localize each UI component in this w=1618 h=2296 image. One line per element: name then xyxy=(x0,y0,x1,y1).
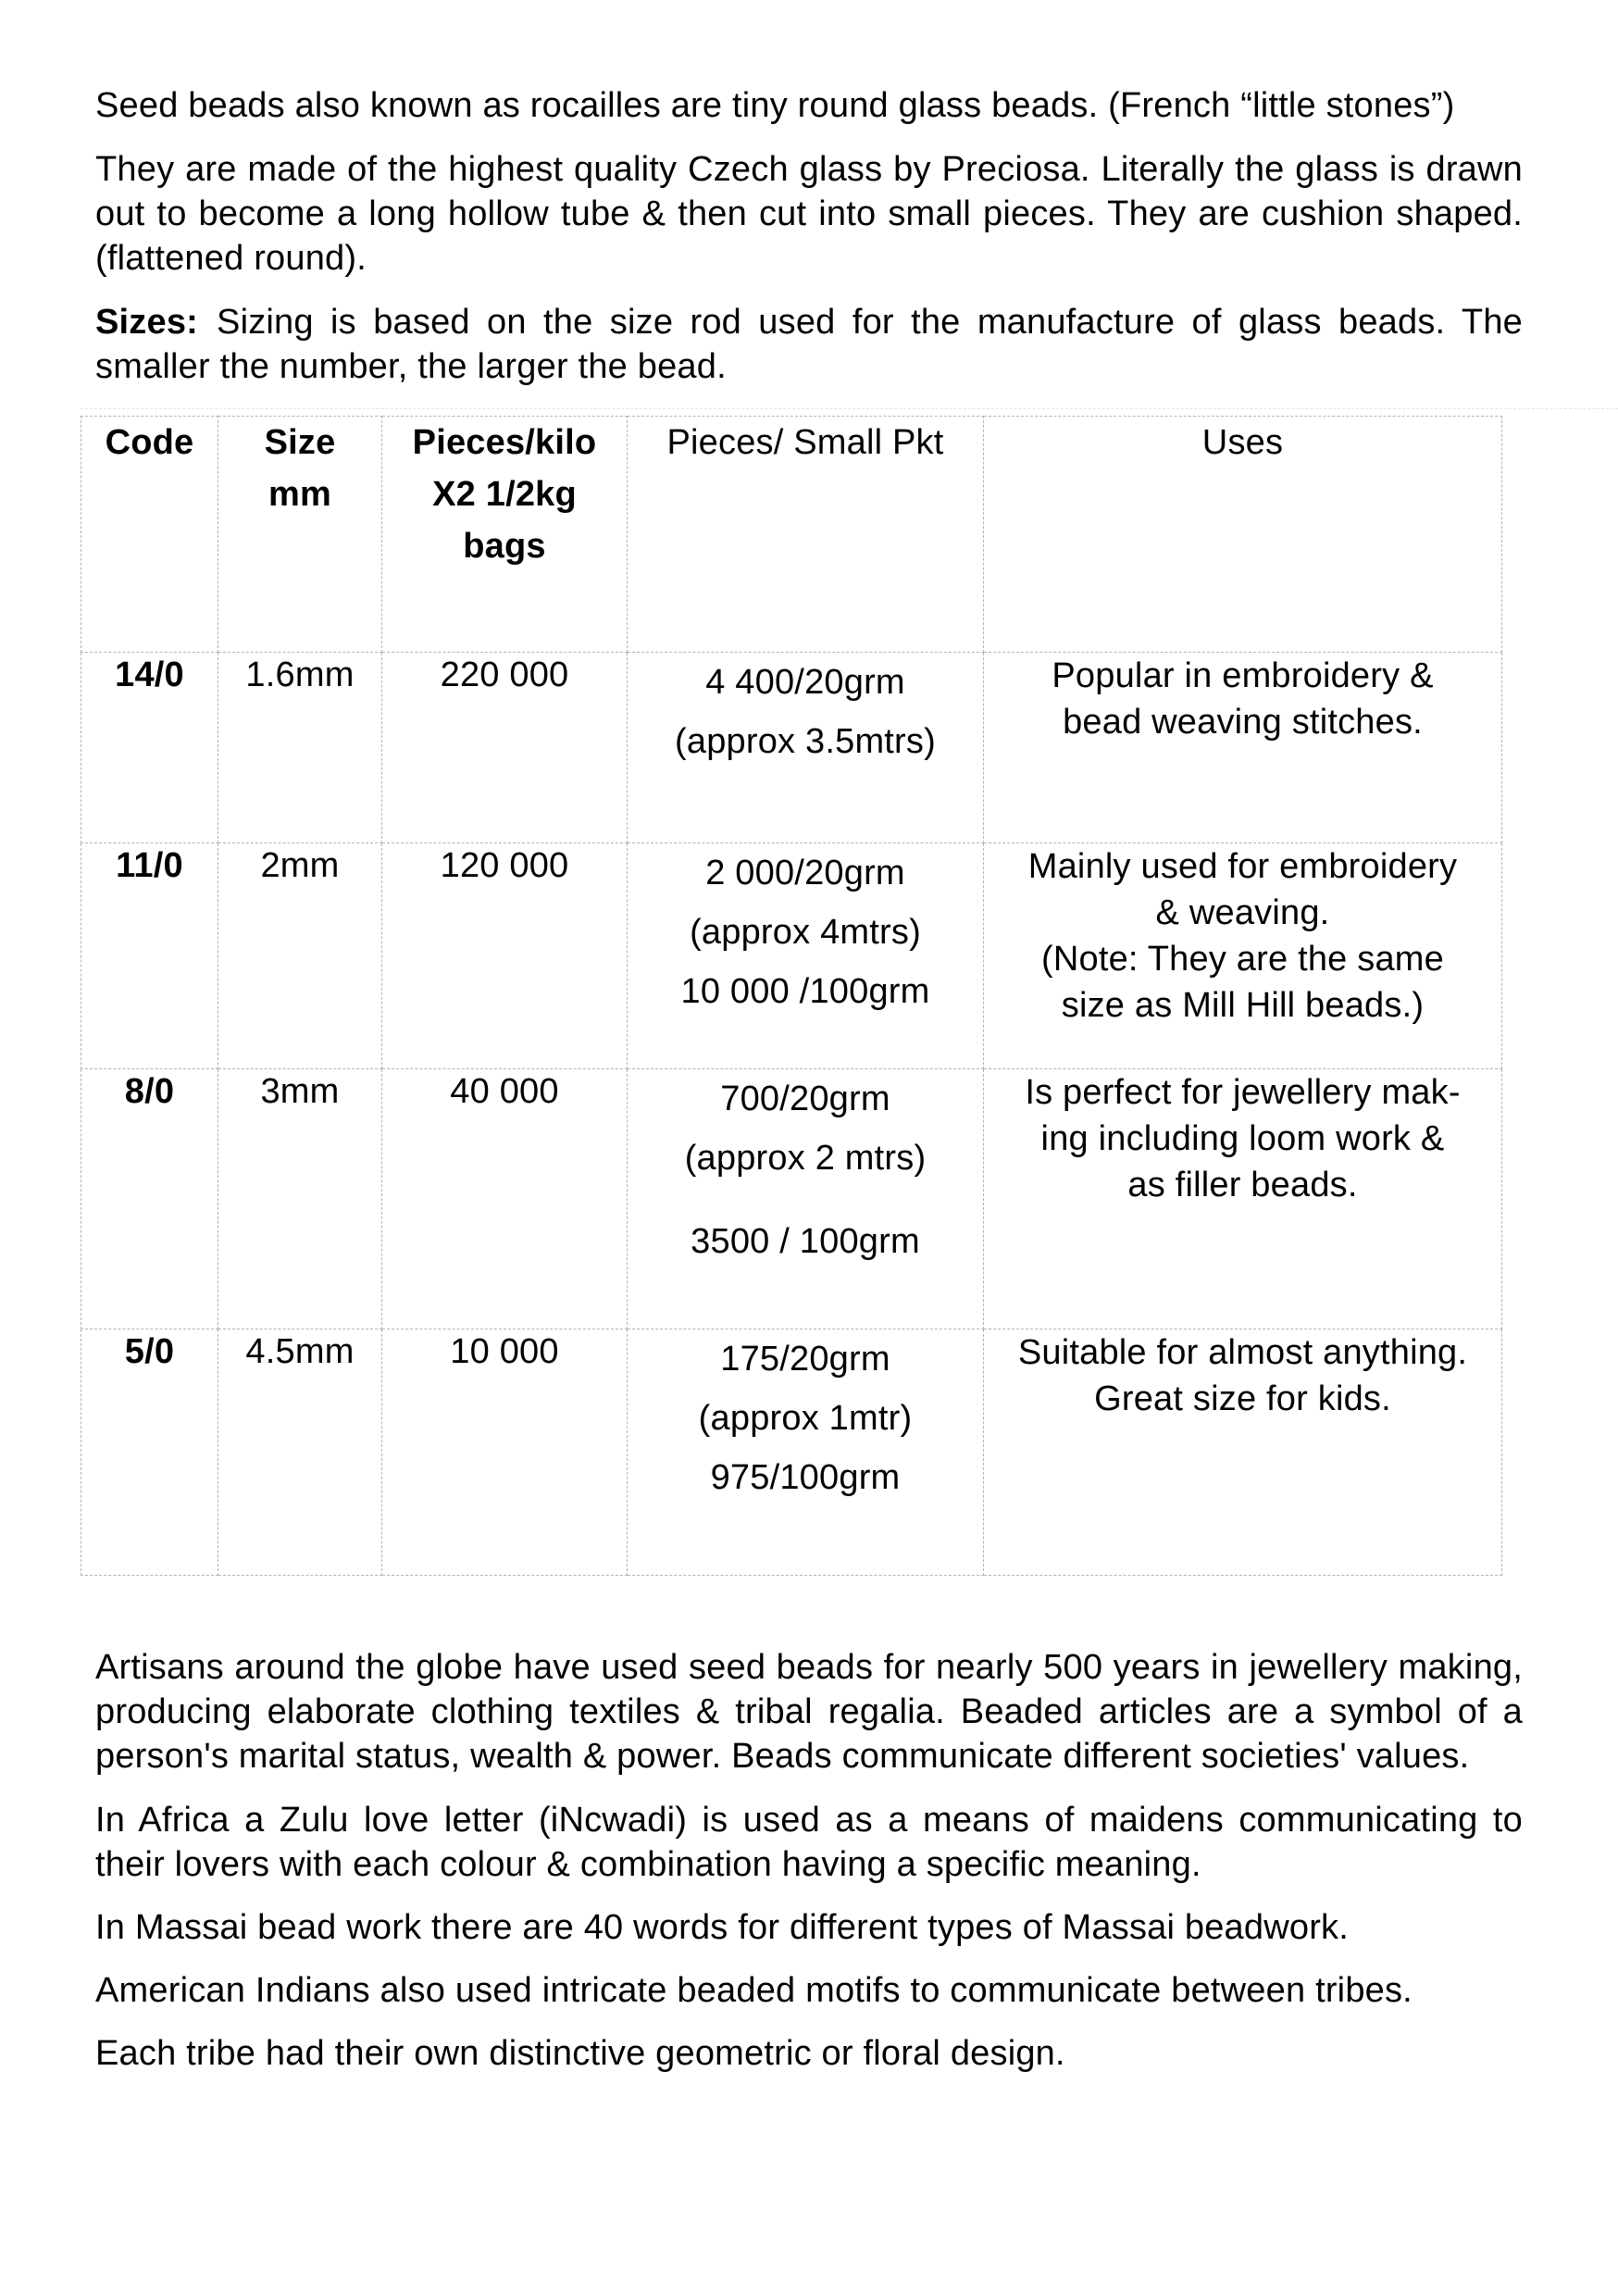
cell-uses: Suitable for almost anything. Great size for kids. xyxy=(984,1329,1502,1576)
bead-size-table xyxy=(81,416,1502,1576)
cell-code: 11/0 xyxy=(81,843,218,1069)
cell-pieces-small-pkt: 700/20grm (approx 2 mtrs) 3500 / 100grm xyxy=(628,1069,984,1329)
table-row xyxy=(81,1069,1502,1329)
table-row xyxy=(81,1329,1502,1576)
cell-pieces-kilo: 220 000 xyxy=(382,653,628,843)
frame-border-line xyxy=(81,408,1618,409)
cell-code: 5/0 xyxy=(81,1329,218,1576)
cell-code: 14/0 xyxy=(81,653,218,843)
table-row xyxy=(81,653,1502,843)
cell-pieces-kilo: 40 000 xyxy=(382,1069,628,1329)
cell-size: 4.5mm xyxy=(218,1329,382,1576)
cell-size: 3mm xyxy=(218,1069,382,1329)
cell-pieces-kilo: 10 000 xyxy=(382,1329,628,1576)
intro-paragraph-sizes xyxy=(95,300,1523,389)
bead-size-table-wrap xyxy=(81,416,1523,1576)
cell-pieces-kilo: 120 000 xyxy=(382,843,628,1069)
outro-paragraph-american-indians: American Indians also used intricate beaded motifs to communicate between tribes. xyxy=(95,1971,1413,2010)
cell-size: 2mm xyxy=(218,843,382,1069)
cell-pieces-small-pkt: 2 000/20grm (approx 4mtrs) 10 000 /100grm xyxy=(628,843,984,1069)
cell-pieces-small-pkt: 175/20grm (approx 1mtr) 975/100grm xyxy=(628,1329,984,1576)
header-code: Code xyxy=(81,417,218,653)
cell-uses: Is perfect for jewellery mak- ing including loom work & as filler beads. xyxy=(984,1069,1502,1329)
table-header-row xyxy=(81,417,1502,653)
header-pieces-kilo: Pieces/kilo X2 1/2kg bags xyxy=(382,417,628,653)
intro-paragraph-1: Seed beads also known as rocailles are tiny round glass beads. (French “little stones”) xyxy=(95,86,1455,125)
outro-paragraph-artisans: Artisans around the globe have used seed beads for nearly 500 years in jewellery making, producing elaborate clothing textiles & tribal regalia. Beaded articles are a symbol of a person's marital status, wealth & power. Beads communicate different societies' values. xyxy=(95,1648,1523,1776)
header-pieces-small-pkt: Pieces/ Small Pkt xyxy=(628,417,984,653)
cell-uses: Popular in embroidery & bead weaving stitches. xyxy=(984,653,1502,843)
outro-paragraph-zulu: In Africa a Zulu love letter (iNcwadi) is used as a means of maidens communicating to their lovers with each colour & combination having a specific meaning. xyxy=(95,1801,1523,1884)
intro-paragraph-2: They are made of the highest quality Czech glass by Preciosa. Literally the glass is drawn out to become a long hollow tube & then cut into small pieces. They are cushion shaped. (flattened round). xyxy=(95,150,1523,278)
cell-size: 1.6mm xyxy=(218,653,382,843)
cell-pieces-small-pkt: 4 400/20grm (approx 3.5mtrs) xyxy=(628,653,984,843)
header-uses: Uses xyxy=(984,417,1502,653)
table-row xyxy=(81,843,1502,1069)
sizes-text: Sizing is based on the size rod used for the manufacture of glass beads. The smaller the number, the larger the bead. xyxy=(95,303,1523,386)
outro-paragraph-massai: In Massai bead work there are 40 words for different types of Massai beadwork. xyxy=(95,1908,1350,1947)
sizes-label: Sizes: xyxy=(95,303,199,342)
cell-uses: Mainly used for embroidery & weaving. (Note: They are the same size as Mill Hill beads.) xyxy=(984,843,1502,1069)
cell-code: 8/0 xyxy=(81,1069,218,1329)
outro-paragraph-tribe-design: Each tribe had their own distinctive geometric or floral design. xyxy=(95,2034,1065,2073)
header-size: Size mm xyxy=(218,417,382,653)
